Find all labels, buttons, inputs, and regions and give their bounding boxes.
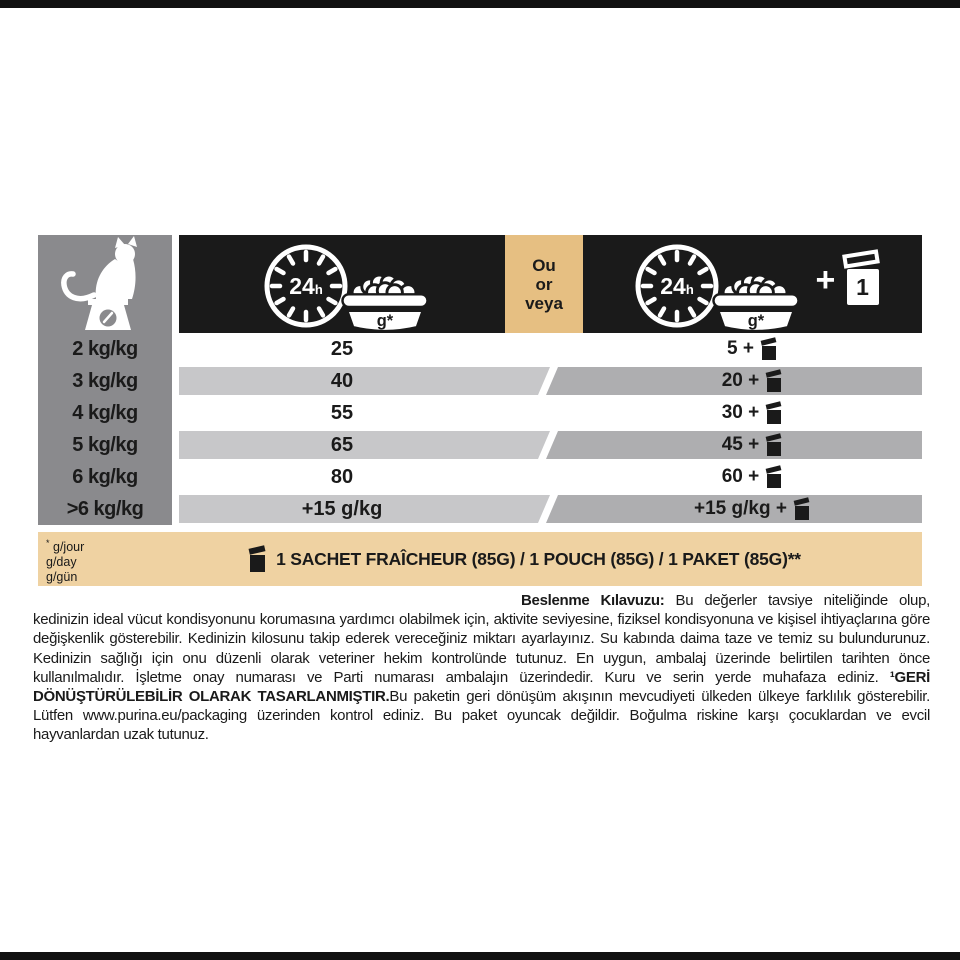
bottom-black-bar: [0, 952, 960, 960]
pouch-icon: [846, 251, 886, 307]
dry-amount: 80: [330, 465, 354, 488]
dry-food-icons: [247, 235, 437, 333]
table-row: [179, 461, 922, 493]
weight-column: [38, 235, 172, 525]
feeding-table: [38, 235, 922, 525]
combo-amount: 45 +: [583, 429, 922, 461]
combo-amount: 20 +: [583, 365, 922, 397]
plus-icon: +: [815, 261, 836, 299]
pouch-count: 1: [856, 273, 869, 300]
table-row: [179, 333, 922, 365]
weight-label: 6 kg/kg: [72, 465, 138, 488]
combo-amount: 60 +: [583, 461, 922, 493]
table-row: [179, 397, 922, 429]
asterisk: *: [46, 538, 50, 548]
dry-amount: 55: [330, 401, 354, 424]
weight-label: 3 kg/kg: [72, 369, 138, 392]
table-row: [179, 429, 922, 461]
guidelines-body-2: Bu paketin geri dönüşüm akışının mevcudiyeti ülkeden ülkeye farklılık gösterebilir. Lütfen www.purina.eu/packaging üzerinden kontrol ediniz. Bu paket oyuncak değildir. Boğulma riskine karşı çocuklardan ve evcil hayvanlardan uzak tutunuz.: [33, 688, 930, 744]
or-cell: [505, 235, 583, 333]
pouch-icon: [766, 466, 783, 488]
combo-amount: +15 g/kg +: [583, 493, 922, 525]
pouch-icon: [766, 402, 783, 424]
mixed-feeding-icons: [618, 235, 888, 333]
recyclable-statement: ¹GERİ DÖNÜŞTÜRÜLEBİLİR OLARAK TASARLANMIŞTIR.: [33, 668, 930, 706]
pouch-body: [847, 269, 879, 305]
dry-amount: 40: [330, 369, 354, 392]
pouch-icon: [766, 370, 783, 392]
pouch-flap: [842, 249, 880, 268]
combo-amount: 5 +: [583, 333, 922, 365]
guidelines-body-1: Bu değerler tavsiye niteliğinde olup, kedinizin ideal vücut kondisyonunu korumasına yardımcı olabilmek için, aktivite seviyesine, fiziksel kondisyonuna ve kişisel ihtiyaçlarına göre değişkenlik gösterebilir. Kedinizin kilosunu takip ederek vereceğiniz miktarı ayarlayınız. Su kabında daima taze ve temiz su bulundurunuz. Kedinizin sağlığı için onu düzenli olarak veteriner hekim kontrolünde tutunuz. En uygun, ambalaj üzerinde belirtilen tarihten önce kullanılmalıdır. İşletme onay numarası ve Parti numarası ambalajın üzerindedir. Kuru ve serin yerde muhafaza ediniz.: [33, 592, 930, 686]
combo-amount: 30 +: [583, 397, 922, 429]
svg-text:24h: 24h: [289, 273, 323, 299]
unit-note-fr: g/jour: [53, 540, 85, 555]
dry-amount: 65: [330, 433, 354, 456]
unit-note-en: g/day: [46, 555, 77, 570]
top-black-bar: [0, 0, 960, 8]
weight-label: 4 kg/kg: [72, 401, 138, 424]
weight-label: 2 kg/kg: [72, 337, 138, 360]
dry-amount: +15 g/kg: [301, 497, 383, 520]
pouch-icon: [794, 498, 811, 520]
pouch-note-bar: [38, 532, 922, 586]
table-row: [179, 493, 922, 525]
guidelines-text: [33, 591, 930, 745]
unit-notes: [46, 536, 84, 585]
dry-food-header: [179, 235, 505, 333]
pouch-icon: [249, 546, 268, 572]
food-bowl-icon: [698, 273, 814, 335]
food-bowl-icon: [327, 273, 443, 335]
mixed-feeding-header: [583, 235, 922, 333]
svg-text:g*: g*: [376, 312, 394, 331]
svg-text:g*: g*: [747, 312, 764, 331]
cat-on-scale-icon: [38, 235, 172, 333]
or-label-en: or: [535, 274, 553, 294]
dry-amount: 25: [330, 337, 354, 360]
or-label-tr: veya: [525, 293, 563, 313]
svg-text:24h: 24h: [659, 273, 694, 299]
weight-label: >6 kg/kg: [66, 497, 144, 520]
guidelines-title: Beslenme Kılavuzu:: [521, 592, 665, 609]
weight-label: 5 kg/kg: [72, 433, 138, 456]
pouch-note-text: 1 SACHET FRAÎCHEUR (85G) / 1 POUCH (85G) / 1 PAKET (85G)**: [276, 548, 801, 569]
pouch-icon: [761, 338, 778, 360]
pouch-icon: [766, 434, 783, 456]
or-label-fr: Ou: [532, 255, 556, 275]
table-row: [179, 365, 922, 397]
unit-note-tr: g/gün: [46, 570, 78, 585]
